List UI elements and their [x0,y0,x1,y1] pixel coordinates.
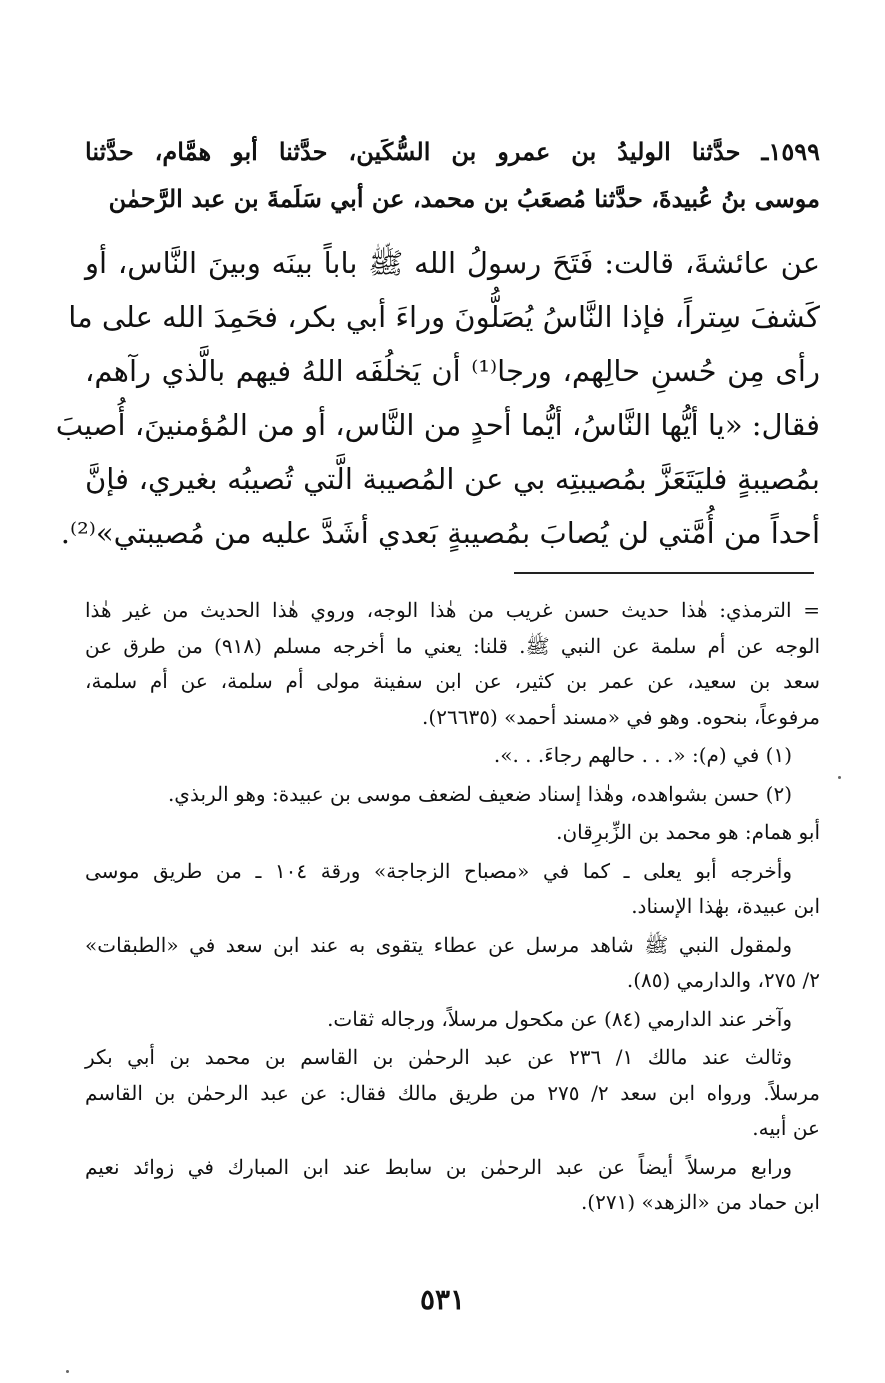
scan-speck [838,776,841,779]
footnote-paragraph [85,1150,820,1221]
footnote-paragraph [85,928,820,999]
footnote-paragraph [85,1040,820,1147]
scan-speck [66,1370,69,1373]
page-number: ٥٣١ [419,1283,466,1316]
footnote-line: وأخرجه أبو يعلى ـ كما في «مصباح الزجاجة» ورقة ١٠٤ ـ من طريق موسى [85,858,792,883]
footnote-line: ورابع مرسلاً أيضاً عن عبد الرحمٰن بن سابط عند ابن المبارك في زوائد نعيم [85,1154,792,1179]
hadith-text [55,236,820,560]
footnote-continuation [85,593,820,735]
footnote-line: ولمقول النبي ﷺ شاهد مرسل عن عطاء يتقوى به عند ابن سعد في «الطبقات» [85,932,792,957]
footnote-paragraph [85,815,820,851]
footnote-1 [85,738,820,774]
footnote-line: سعد بن سعيد، عن عمر بن كثير، عن ابن سفينة مولى أم سلمة، عن أم سلمة، [85,669,820,693]
hadith-text-line: أحداً من أُمَّتي لن يُصابَ بمُصيبةٍ بَعدي أشَدَّ عليه من مُصيبتي»⁽²⁾. [60,516,820,550]
footnote-2 [85,777,820,813]
footnote-line: ٢/ ٢٧٥، والدارمي (٨٥). [626,968,820,992]
hadith-text-line: فقال: «يا أيُّها النَّاسُ، أيُّما أحدٍ من النَّاس، أو من المُؤمنينَ، أُصيبَ [55,408,820,442]
footnote-line: ابن عبيدة، بهٰذا الإسناد. [631,894,820,918]
footnote-line: عن أبيه. [752,1116,820,1140]
hadith-header-line: ١٥٩٩ـ حدَّثنا الوليدُ بن عمرو بن السُّكَين، حدَّثنا أبو همَّام، حدَّثنا [85,137,820,166]
footnotes [85,593,820,1224]
footnote-line: وآخر عند الدارمي (٨٤) عن مكحول مرسلاً، ورجاله ثقات. [327,1006,792,1031]
hadith-text-line: كَشفَ سِتراً، فإذا النَّاسُ يُصَلُّونَ وراءَ أبي بكر، فحَمِدَ الله على ما [68,300,820,334]
footnote-line: (١) في (م): «. . . حالهم رجاءَ. . .». [493,743,792,767]
footnote-line: = الترمذي: هٰذا حديث حسن غريب من هٰذا الوجه، وروي هٰذا الحديث من غير هٰذا [85,598,820,622]
footnote-line: وثالث عند مالك ١/ ٢٣٦ عن عبد الرحمٰن بن القاسم بن محمد بن أبي بكر [85,1045,792,1069]
footnote-line: الوجه عن أم سلمة عن النبي ﷺ. قلنا: يعني ما أخرجه مسلم (٩١٨) من طرق عن [85,633,820,658]
footnote-line: مرسلاً. ورواه ابن سعد ٢/ ٢٧٥ من طريق مالك فقال: عن عبد الرحمٰن بن القاسم [85,1080,820,1105]
footnote-paragraph [85,854,820,925]
hadith-header [85,128,820,222]
footnote-line: أبو همام: هو محمد بن الزِّبرِقان. [556,820,820,844]
footnote-line: ابن حماد من «الزهد» (٢٧١). [580,1190,820,1214]
footnote-line: (٢) حسن بشواهده، وهٰذا إسناد ضعيف لضعف موسى بن عبيدة: وهو الربذي. [167,781,792,806]
hadith-text-line: عن عائشةَ، قالت: فَتَحَ رسولُ الله ﷺ باباً بينَه وبينَ النَّاس، أو [85,246,820,280]
hadith-text-line: رأى مِن حُسنِ حالِهم، ورجا⁽¹⁾ أن يَخلُفَه اللهُ فيهم بالَّذي رآهم، [85,354,820,388]
footnote-divider [514,572,814,574]
footnote-paragraph [85,1002,820,1038]
hadith-text-line: بمُصيبةٍ فليَتَعَزَّ بمُصيبتِه بي عن المُصيبة الَّتي تُصيبُه بغيري، فإنَّ [85,462,820,496]
hadith-header-line: موسى بنُ عُبيدةَ، حدَّثنا مُصعَبُ بن محمد، عن أبي سَلَمةَ بن عبد الرَّحمٰن [108,184,820,213]
footnote-line: مرفوعاً، بنحوه. وهو في «مسند أحمد» (٢٦٦٣٥). [422,704,820,729]
